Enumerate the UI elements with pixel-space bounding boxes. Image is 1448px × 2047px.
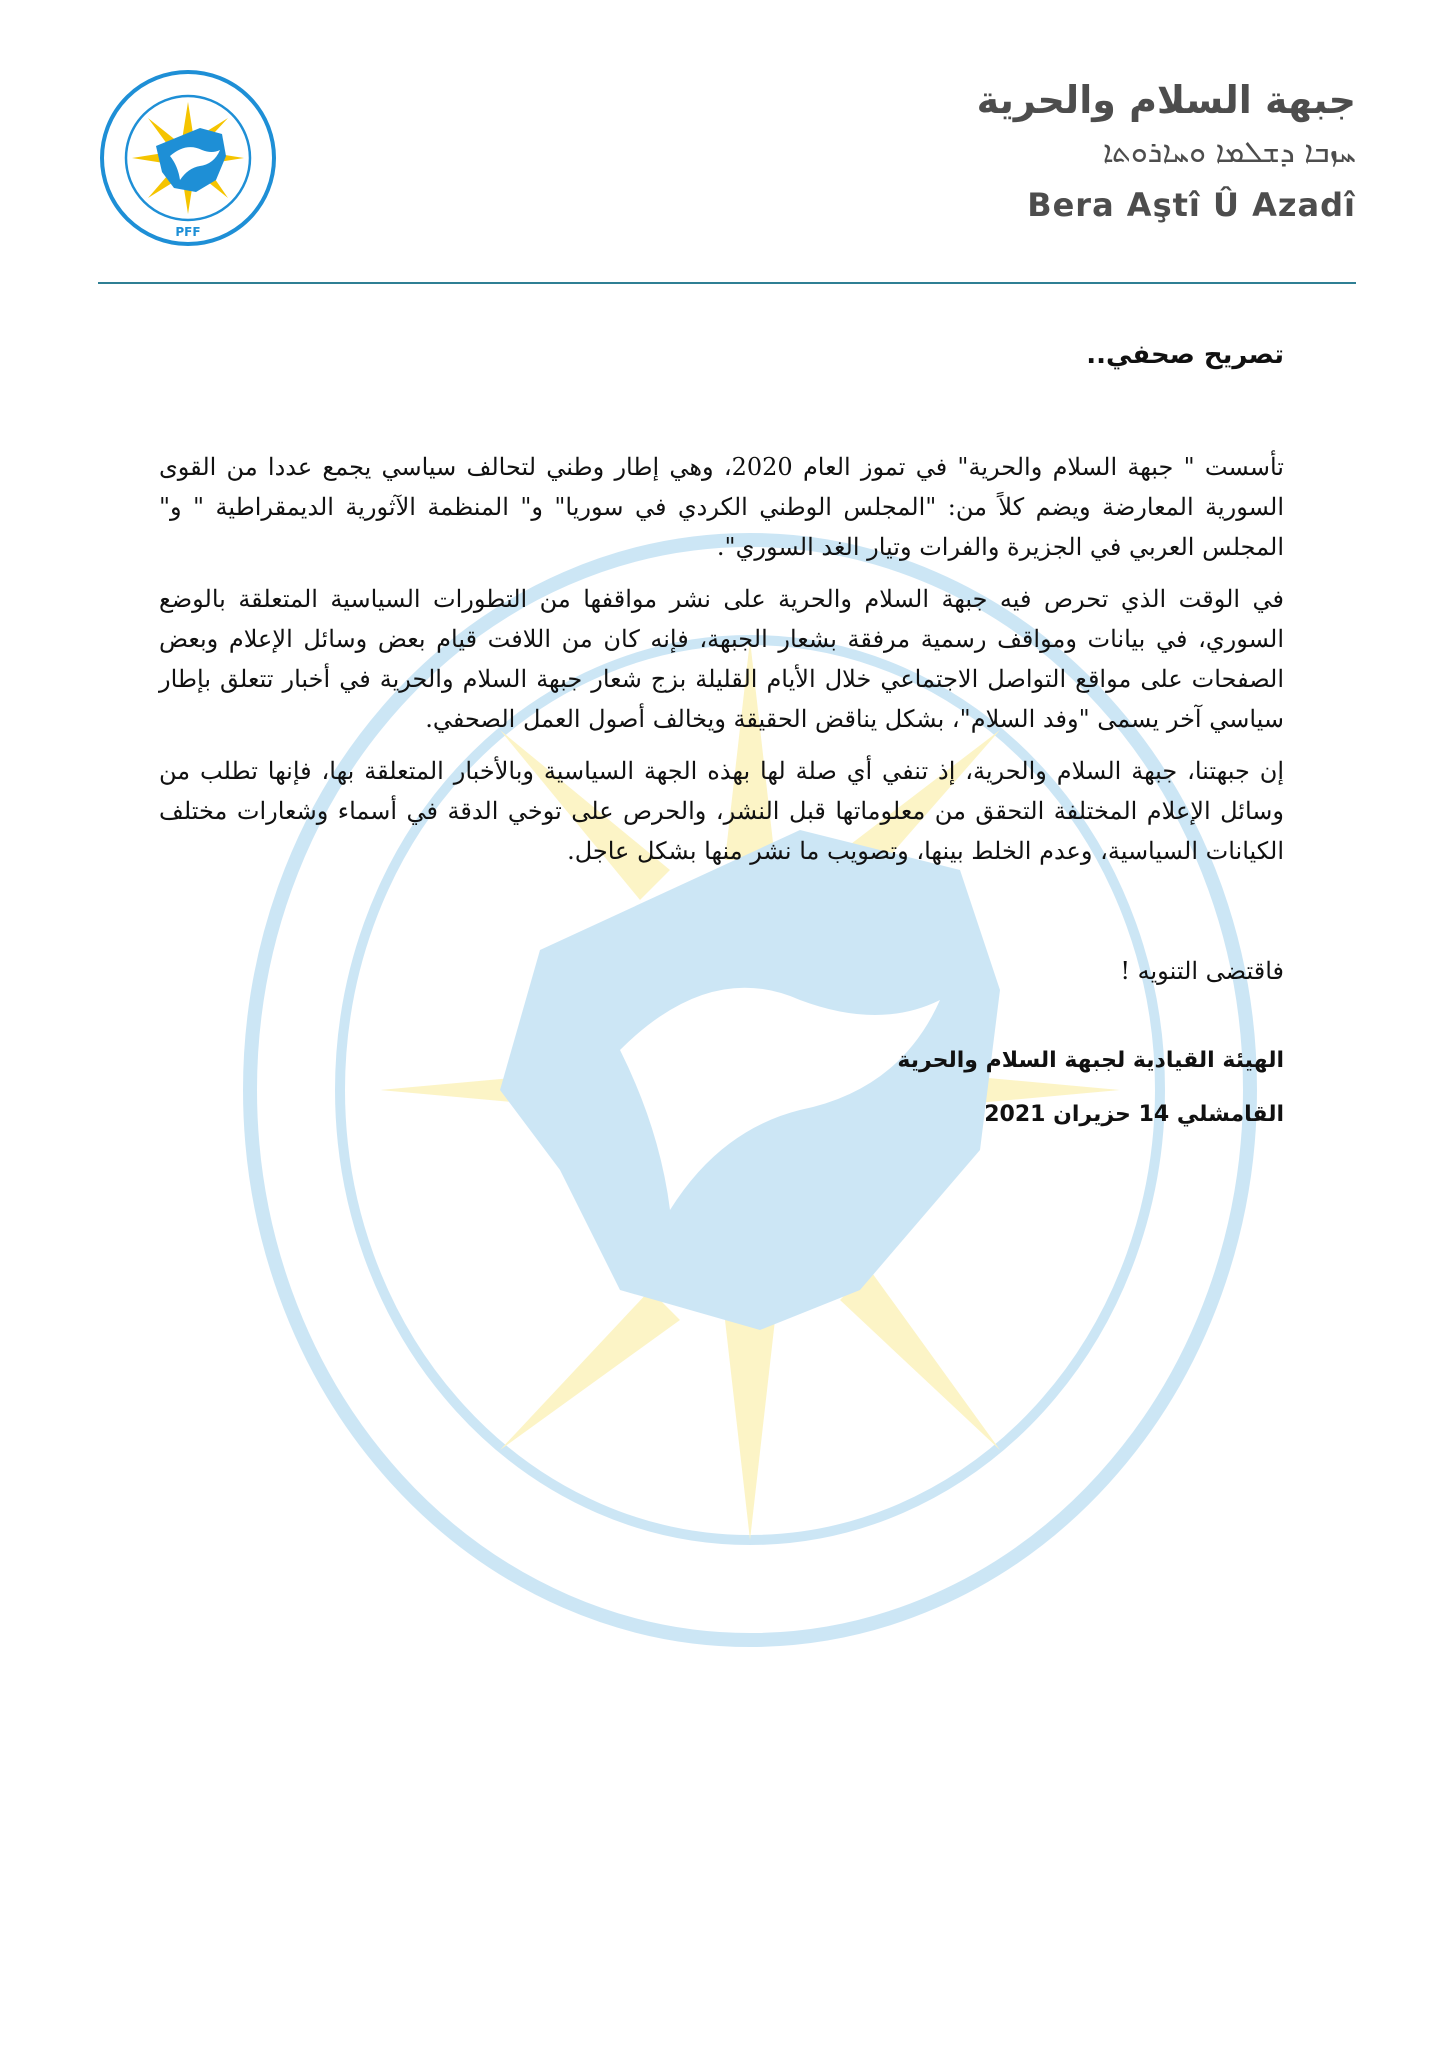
document-title: تصريح صحفي.. bbox=[1086, 340, 1284, 370]
header-divider bbox=[98, 282, 1356, 284]
organization-name-kurdish: Bera Aştî Û Azadî bbox=[1027, 186, 1356, 224]
signature-block bbox=[159, 1041, 1284, 1135]
organization-logo bbox=[98, 68, 278, 248]
closing-note: فاقتضى التنويه ! bbox=[1120, 957, 1284, 985]
document-body bbox=[159, 325, 1284, 1149]
organization-name-block bbox=[796, 72, 1356, 232]
signature-line: الهيئة القيادية لجبهة السلام والحرية bbox=[897, 1048, 1284, 1073]
paragraph-3: إن جبهتنا، جبهة السلام والحرية، إذ تنفي أي صلة لها بهذه الجهة السياسية وبالأخبار المتعلقة بها، فإنها تطلب من وسائل الإعلام المختلفة التحقق من معلوماتها قبل النشر، والحرص على توخي الدقة في أسماء وشعارات مختلف الكيانات السياسية، وعدم الخلط بينها، وتصويب ما نشر منها بشكل عاجل. bbox=[159, 757, 1284, 865]
svg-text:PFF: PFF bbox=[175, 225, 201, 239]
organization-name-syriac: ܚܙܒܐ ܕܫܠܡܐ ܘܚܐܪܘܬܐ bbox=[1102, 135, 1356, 170]
paragraph-2: في الوقت الذي تحرص فيه جبهة السلام والحرية على نشر مواقفها من التطورات السياسية المتعلقة بالوضع السوري، في بيانات ومواقف رسمية مرفقة بشعار الجبهة، فإنه كان من اللافت قيام بعض وسائل الإعلام وبعض الصفحات على مواقع التواصل الاجتماعي خلال الأيام القليلة بزج شعار جبهة السلام والحرية في أخبار تتعلق بإطار سياسي آخر يسمى "وفد السلام"، بشكل يناقض الحقيقة ويخالف أصول العمل الصحفي. bbox=[159, 585, 1284, 733]
place-date-line: القامشلي 14 حزيران 2021 bbox=[984, 1102, 1284, 1127]
paragraph-1: تأسست " جبهة السلام والحرية" في تموز العام 2020، وهي إطار وطني لتحالف سياسي يجمع عددا من القوى السورية المعارضة ويضم كلاً من: "المجلس الوطني الكردي في سوريا" و" المنظمة الآثورية الديمقراطية " و" المجلس العربي في الجزيرة والفرات وتيار الغد السوري". bbox=[159, 453, 1284, 561]
organization-name-arabic: جبهة السلام والحرية bbox=[976, 78, 1356, 122]
